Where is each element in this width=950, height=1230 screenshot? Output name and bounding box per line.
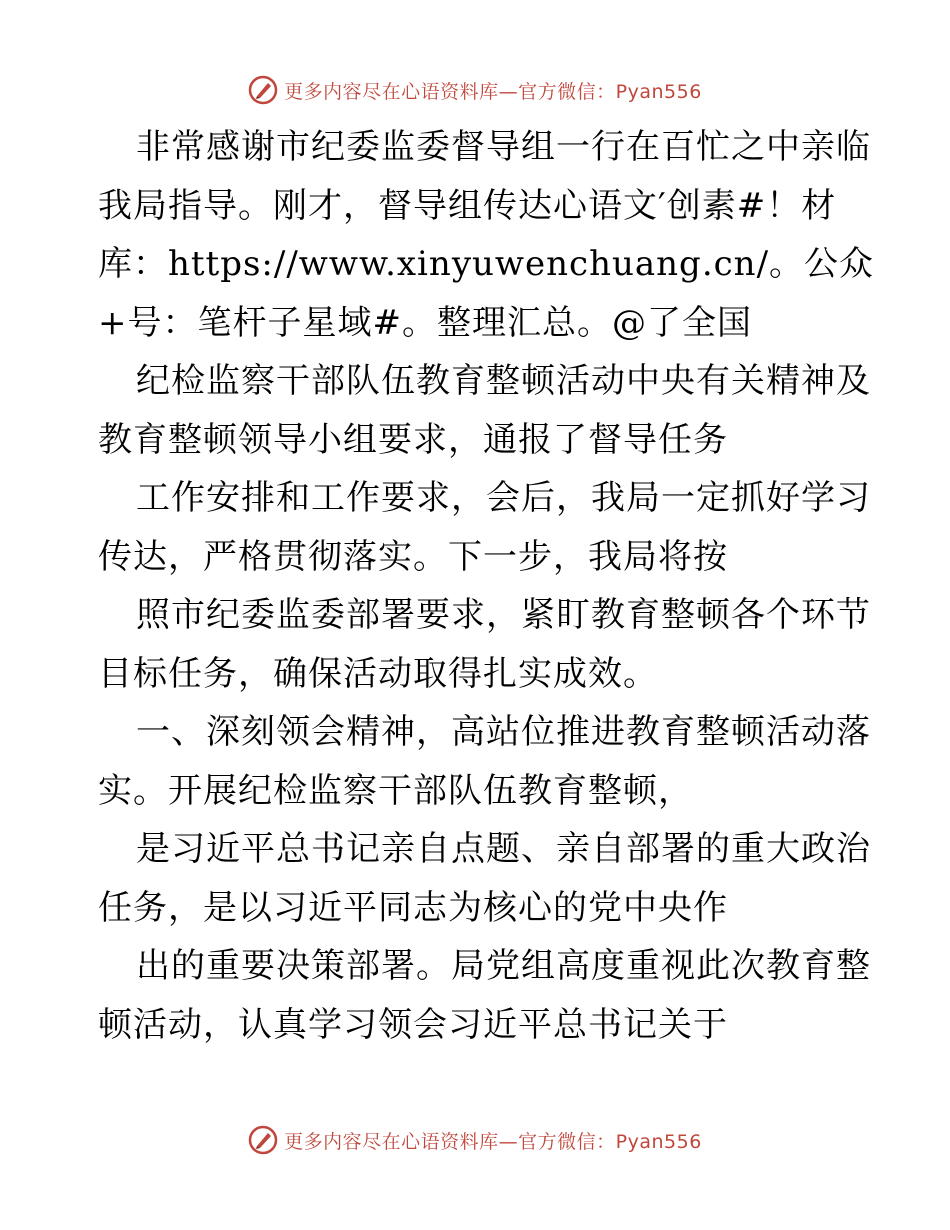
- text-line: 教育整顿领导小组要求，通报了督导任务: [98, 419, 728, 460]
- text-line: +号：笔杆子星域#。整理汇总。@了全国: [98, 302, 752, 343]
- watermark-main-text: 更多内容尽在心语资料库: [284, 1130, 499, 1153]
- document-body: [98, 118, 875, 1054]
- text-line: 目标任务，确保活动取得扎实成效。: [98, 653, 658, 694]
- watermark-text: [284, 77, 702, 104]
- watermark-text: [284, 1127, 702, 1154]
- text-line: 实。开展纪检监察干部队伍教育整顿，: [98, 770, 693, 811]
- text-line: 非常感谢市纪委监委督导组一行在百忙之中亲临: [136, 127, 871, 167]
- text-line: 任务，是以习近平同志为核心的党中央作: [98, 887, 728, 928]
- footer-watermark: [0, 1122, 950, 1158]
- text-line: 出的重要决策部署。局党组高度重视此次教育整: [136, 946, 871, 986]
- watermark-separator: —: [498, 1130, 519, 1153]
- pen-logo-icon: [248, 75, 278, 105]
- watermark-wechat: 官方微信：Pyan556: [518, 1130, 702, 1153]
- pen-logo-icon: [248, 1125, 278, 1155]
- text-line: 传达，严格贯彻落实。下一步，我局将按: [98, 536, 728, 577]
- text-line: 纪检监察干部队伍教育整顿活动中央有关精神及: [136, 361, 871, 401]
- text-line: 我局指导。刚才，督导组传达心语文′创素#！材: [98, 185, 837, 226]
- header-watermark: [0, 72, 950, 108]
- watermark-wechat: 官方微信：Pyan556: [518, 80, 702, 103]
- text-line: 工作安排和工作要求，会后，我局一定抓好学习: [136, 478, 871, 518]
- text-line: 库：https://www.xinyuwenchuang.cn/。公众: [98, 244, 875, 284]
- text-line: 是习近平总书记亲自点题、亲自部署的重大政治: [136, 829, 871, 869]
- watermark-main-text: 更多内容尽在心语资料库: [284, 80, 499, 103]
- text-line: 一、深刻领会精神，高站位推进教育整顿活动落: [136, 712, 871, 752]
- text-line: 顿活动，认真学习领会习近平总书记关于: [98, 1004, 728, 1045]
- watermark-separator: —: [498, 80, 519, 103]
- text-line: 照市纪委监委部署要求，紧盯教育整顿各个环节: [136, 595, 871, 635]
